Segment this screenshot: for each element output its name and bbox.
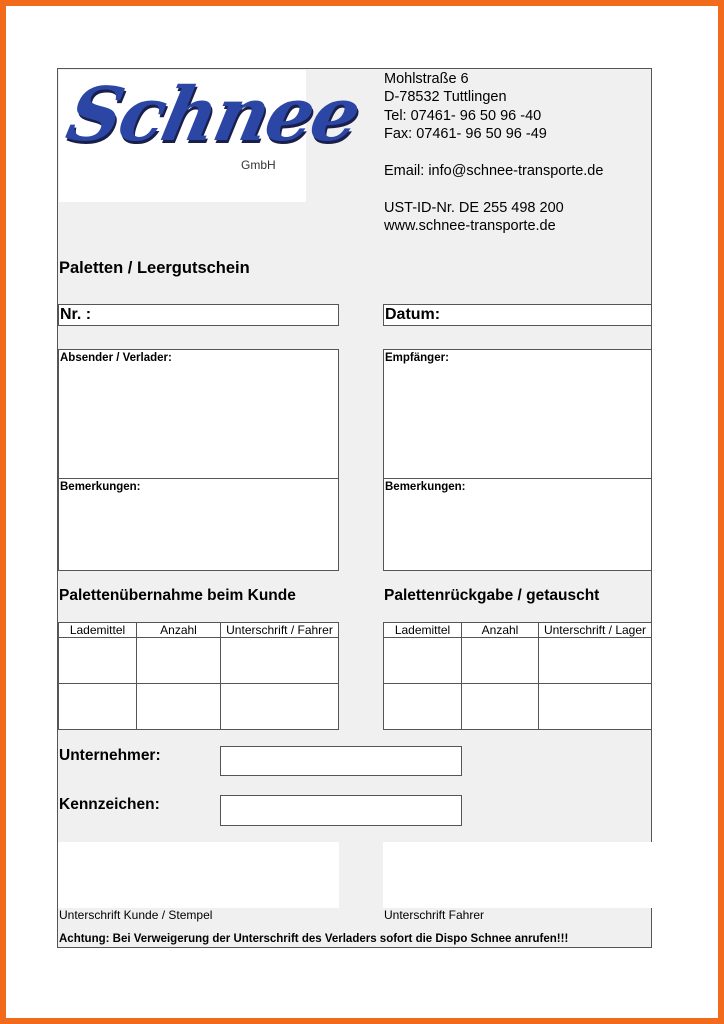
table-cell[interactable]	[221, 684, 339, 730]
voucher-form	[57, 68, 652, 948]
table-row	[59, 684, 339, 730]
form-title: Paletten / Leergutschein	[59, 259, 250, 277]
company-web: www.schnee-transporte.de	[384, 218, 556, 234]
table-cell[interactable]	[539, 684, 652, 730]
kennzeichen-label: Kennzeichen:	[59, 796, 160, 813]
unternehmer-input[interactable]	[220, 746, 462, 776]
company-ust: UST-ID-Nr. DE 255 498 200	[384, 200, 564, 216]
uebernahme-header-unterschrift: Unterschrift / Fahrer	[221, 623, 339, 638]
bemerkungen-left-label: Bemerkungen:	[60, 481, 141, 493]
table-cell[interactable]	[137, 684, 221, 730]
nr-label: Nr. :	[60, 306, 92, 323]
rueckgabe-table	[383, 622, 652, 730]
empfaenger-label: Empfänger:	[385, 352, 449, 364]
logo-wordmark: Schnee	[59, 72, 367, 158]
absender-box[interactable]	[58, 349, 339, 479]
table-cell[interactable]	[221, 638, 339, 684]
bemerkungen-left-box[interactable]	[58, 478, 339, 571]
table-cell[interactable]	[59, 684, 137, 730]
rueckgabe-header-lademittel: Lademittel	[384, 623, 462, 638]
table-cell[interactable]	[539, 638, 652, 684]
uebernahme-title: Palettenübernahme beim Kunde	[59, 587, 296, 604]
company-logo	[59, 70, 367, 202]
table-cell[interactable]	[462, 684, 539, 730]
table-row	[59, 638, 339, 684]
datum-field[interactable]	[383, 304, 652, 326]
unternehmer-label: Unternehmer:	[59, 747, 161, 764]
address-fax: Fax: 07461- 96 50 96 -49	[384, 126, 547, 143]
signature-kunde-label: Unterschrift Kunde / Stempel	[59, 908, 213, 922]
rueckgabe-header-anzahl: Anzahl	[462, 623, 539, 638]
kennzeichen-input[interactable]	[220, 795, 462, 826]
bemerkungen-right-label: Bemerkungen:	[385, 481, 466, 493]
table-cell[interactable]	[462, 638, 539, 684]
table-row	[384, 638, 652, 684]
table-row	[384, 684, 652, 730]
nr-field[interactable]	[58, 304, 339, 326]
datum-label: Datum:	[385, 306, 441, 323]
absender-label: Absender / Verlader:	[60, 352, 172, 364]
address-phone: Tel: 07461- 96 50 96 -40	[384, 107, 542, 124]
signature-fahrer-area[interactable]	[383, 842, 652, 908]
empfaenger-box[interactable]	[383, 349, 652, 479]
uebernahme-table	[58, 622, 339, 730]
signature-fahrer-label: Unterschrift Fahrer	[384, 908, 485, 922]
address-city: D-78532 Tuttlingen	[384, 89, 507, 106]
signature-kunde-area[interactable]	[58, 842, 339, 908]
logo-subtitle: GmbH	[241, 158, 276, 172]
rueckgabe-header-unterschrift: Unterschrift / Lager	[539, 623, 652, 638]
table-cell[interactable]	[59, 638, 137, 684]
rueckgabe-title: Palettenrückgabe / getauscht	[384, 587, 600, 604]
address-street: Mohlstraße 6	[384, 71, 469, 87]
company-address	[384, 70, 547, 144]
table-cell[interactable]	[384, 638, 462, 684]
uebernahme-header-lademittel: Lademittel	[59, 623, 137, 638]
warning-note: Achtung: Bei Verweigerung der Unterschrift des Verladers sofort die Dispo Schnee anrufen!!!	[59, 933, 569, 945]
bemerkungen-right-box[interactable]	[383, 478, 652, 571]
table-cell[interactable]	[384, 684, 462, 730]
table-cell[interactable]	[137, 638, 221, 684]
company-email: Email: info@schnee-transporte.de	[384, 163, 604, 179]
uebernahme-header-anzahl: Anzahl	[137, 623, 221, 638]
